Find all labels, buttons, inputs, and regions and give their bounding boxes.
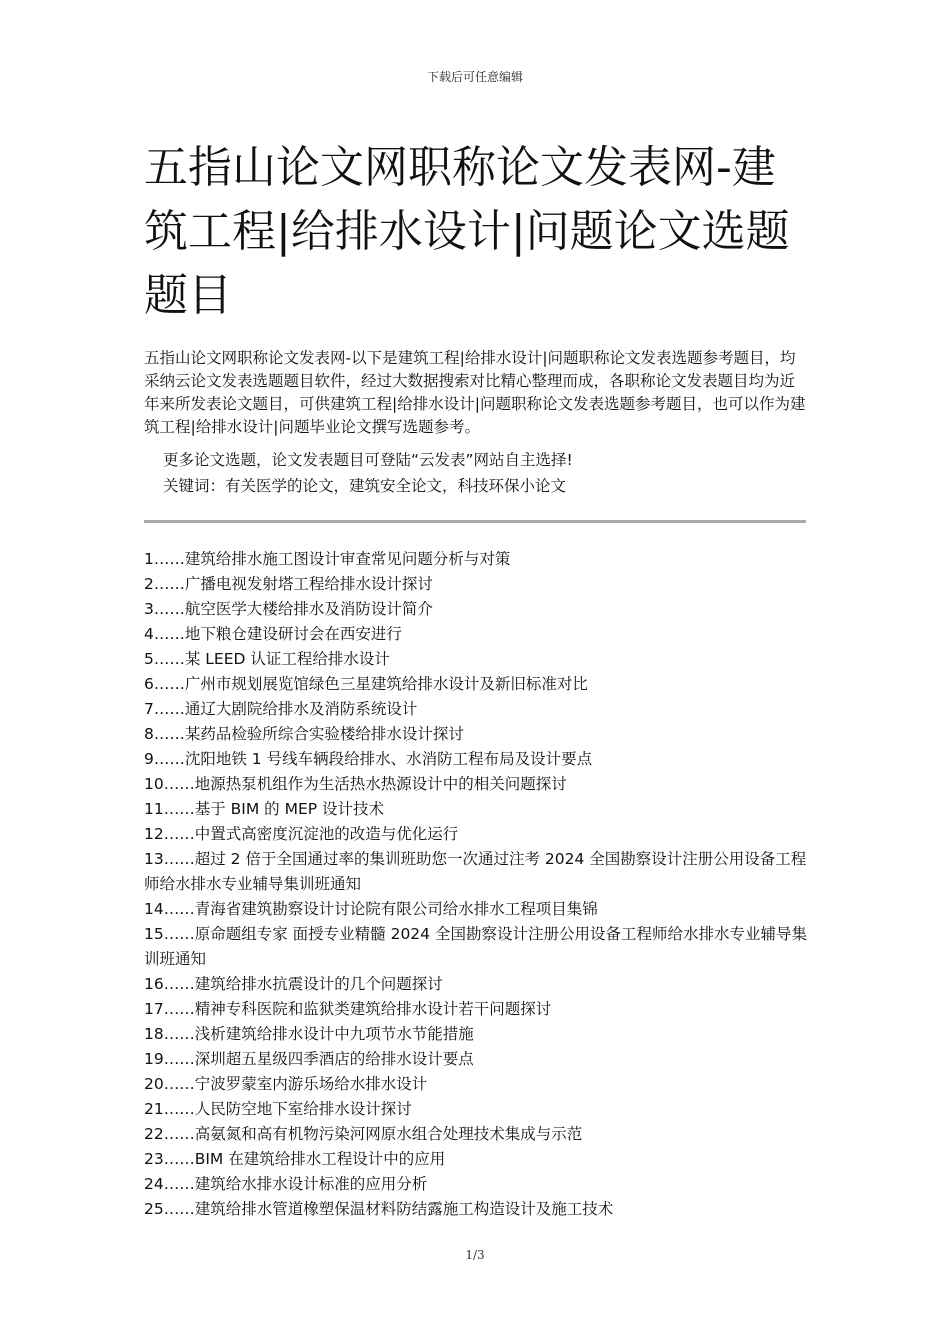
document-title: 五指山论文网职称论文发表网-建筑工程|给排水设计|问题论文选题题目 xyxy=(144,142,790,321)
list-item: 15……原命题组专家 面授专业精髓 2024 全国勘察设计注册公用设备工程师给水排水专业辅导集训班通知 xyxy=(144,925,807,968)
list-item: 25……建筑给排水管道橡塑保温材料防结露施工构造设计及施工技术 xyxy=(144,1200,614,1218)
list-item: 20……宁波罗蒙室内游乐场给水排水设计 xyxy=(144,1075,428,1093)
list-item: 3……航空医学大楼给排水及消防设计简介 xyxy=(144,600,433,618)
list-item: 17……精神专科医院和监狱类建筑给排水设计若干问题探讨 xyxy=(144,1000,552,1018)
more-topics-text: 更多论文选题，论文发表题目可登陆“云发表”网站自主选择! xyxy=(163,451,573,469)
list-item: 21……人民防空地下室给排水设计探讨 xyxy=(144,1100,412,1118)
divider xyxy=(144,520,806,523)
list-item: 1……建筑给排水施工图设计审查常见问题分析与对策 xyxy=(144,550,511,568)
page-number: 1/3 xyxy=(465,1248,485,1262)
list-item: 24……建筑给水排水设计标准的应用分析 xyxy=(144,1175,428,1193)
topic-list xyxy=(144,547,810,1222)
list-item: 5……某 LEED 认证工程给排水设计 xyxy=(144,650,390,668)
list-item: 14……青海省建筑勘察设计讨论院有限公司给水排水工程项目集锦 xyxy=(144,900,598,918)
list-item: 8……某药品检验所综合实验楼给排水设计探讨 xyxy=(144,725,464,743)
list-item: 18……浅析建筑给排水设计中九项节水节能措施 xyxy=(144,1025,474,1043)
list-item: 9……沈阳地铁 1 号线车辆段给排水、水消防工程布局及设计要点 xyxy=(144,750,593,768)
list-item: 13……超过 2 倍于全国通过率的集训班助您一次通过注考 2024 全国勘察设计注册公用设备工程师给水排水专业辅导集训班通知 xyxy=(144,850,807,893)
list-item: 22……高氨氮和高有机物污染河网原水组合处理技术集成与示范 xyxy=(144,1125,583,1143)
list-item: 7……通辽大剧院给排水及消防系统设计 xyxy=(144,700,418,718)
list-item: 16……建筑给排水抗震设计的几个问题探讨 xyxy=(144,975,443,993)
keywords-line: 关键词：有关医学的论文，建筑安全论文，科技环保小论文 xyxy=(163,477,567,495)
list-item: 6……广州市规划展览馆绿色三星建筑给排水设计及新旧标准对比 xyxy=(144,675,588,693)
list-item: 23……BIM 在建筑给排水工程设计中的应用 xyxy=(144,1150,446,1168)
list-item: 11……基于 BIM 的 MEP 设计技术 xyxy=(144,800,385,818)
list-item: 2……广播电视发射塔工程给排水设计探讨 xyxy=(144,575,433,593)
list-item: 19……深圳超五星级四季酒店的给排水设计要点 xyxy=(144,1050,474,1068)
intro-paragraph: 五指山论文网职称论文发表网-以下是建筑工程|给排水设计|问题职称论文发表选题参考题目，均采纳云论文发表选题题目软件，经过大数据搜索对比精心整理而成，各职称论文发表题目均为近年来所发表论文题目，可供建筑工程|给排水设计|问题职称论文发表选题参考题目，也可以作为建筑工程|给排水设计|问题毕业论文撰写选题参考。 xyxy=(144,349,806,436)
list-item: 12……中置式高密度沉淀池的改造与优化运行 xyxy=(144,825,459,843)
list-item: 10……地源热泵机组作为生活热水热源设计中的相关问题探讨 xyxy=(144,775,567,793)
page-header-note: 下载后可任意编辑 xyxy=(426,70,523,84)
list-item: 4……地下粮仓建设研讨会在西安进行 xyxy=(144,625,402,643)
